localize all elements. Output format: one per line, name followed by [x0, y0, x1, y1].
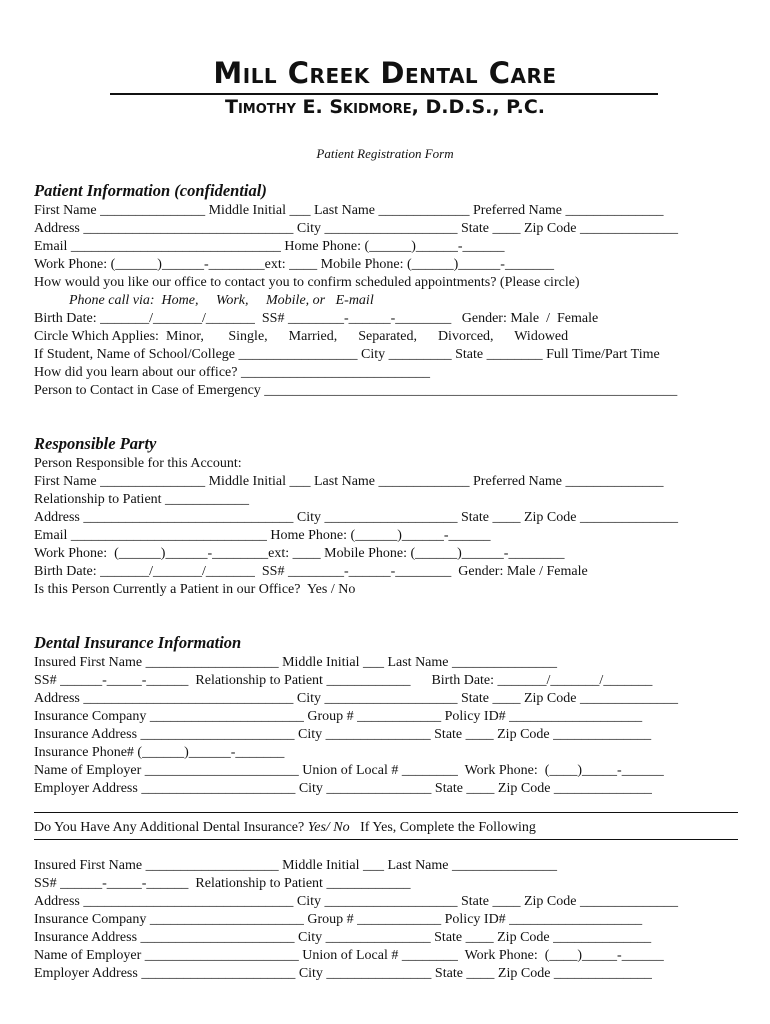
responsible-party-title: Responsible Party — [34, 434, 157, 453]
contact-preference-options[interactable]: Phone call via: Home, Work, Mobile, or E-mail — [34, 293, 374, 308]
employer-address-line[interactable]: Employer Address ______________________ City _______________ State ____ Zip Code ______________ — [34, 781, 652, 796]
additional-insured-ss-line[interactable]: SS# ______-_____-______ Relationship to Patient ____________ — [34, 876, 411, 891]
patient-work-phone-line[interactable]: Work Phone: (______)______-________ext: ____ Mobile Phone: (______)______-_______ — [34, 257, 554, 272]
current-patient-question[interactable]: Is this Person Currently a Patient in our Office? Yes / No — [34, 582, 356, 597]
responsible-email-line[interactable]: Email ____________________________ Home Phone: (______)______-______ — [34, 528, 491, 543]
title-divider — [110, 93, 658, 95]
insured-address-line[interactable]: Address ______________________________ City ___________________ State ____ Zip Code ______________ — [34, 691, 678, 706]
additional-insurance-answer[interactable]: Yes/ No — [307, 820, 350, 835]
patient-address-line[interactable]: Address ______________________________ City ___________________ State ____ Zip Code ______________ — [34, 221, 678, 236]
responsible-address-line[interactable]: Address ______________________________ City ___________________ State ____ Zip Code ______________ — [34, 510, 678, 525]
patient-first-name-line[interactable]: First Name _______________ Middle Initial ___ Last Name _____________ Preferred Name ______________ — [34, 203, 664, 218]
additional-insured-first-name-line[interactable]: Insured First Name ___________________ Middle Initial ___ Last Name _______________ — [34, 858, 557, 873]
additional-insurance-top-rule — [34, 812, 738, 813]
additional-insurance-followup: If Yes, Complete the Following — [360, 820, 536, 835]
referral-source-line[interactable]: How did you learn about our office? ___________________________ — [34, 365, 430, 380]
emergency-contact-line[interactable]: Person to Contact in Case of Emergency ___________________________________________________________ — [34, 383, 678, 398]
practice-name: Mill Creek Dental Care — [213, 56, 557, 90]
responsible-work-phone-line[interactable]: Work Phone: (______)______-________ext: ____ Mobile Phone: (______)______-________ — [34, 546, 565, 561]
additional-insurance-address-line[interactable]: Insurance Address ______________________ City _______________ State ____ Zip Code ______________ — [34, 930, 652, 945]
insurance-phone-line[interactable]: Insurance Phone# (______)______-_______ — [34, 745, 285, 760]
patient-info-title: Patient Information (confidential) — [34, 181, 267, 200]
insurance-title: Dental Insurance Information — [34, 633, 242, 652]
form-name: Patient Registration Form — [316, 146, 454, 161]
student-school-line[interactable]: If Student, Name of School/College _________________ City _________ State ________ Full Time/Part Time — [34, 347, 660, 362]
additional-employer-name-line[interactable]: Name of Employer ______________________ Union of Local # ________ Work Phone: (____)_____-______ — [34, 948, 664, 963]
additional-insurance-company-line[interactable]: Insurance Company ______________________ Group # ____________ Policy ID# ___________________ — [34, 912, 643, 927]
insured-first-name-line[interactable]: Insured First Name ___________________ Middle Initial ___ Last Name _______________ — [34, 655, 557, 670]
insurance-address-line[interactable]: Insurance Address ______________________ City _______________ State ____ Zip Code ______________ — [34, 727, 652, 742]
responsible-person-label: Person Responsible for this Account: — [34, 456, 242, 471]
marital-status-line[interactable]: Circle Which Applies: Minor, Single, Married, Separated, Divorced, Widowed — [34, 329, 569, 344]
insurance-company-line[interactable]: Insurance Company ______________________ Group # ____________ Policy ID# ___________________ — [34, 709, 643, 724]
employer-name-line[interactable]: Name of Employer ______________________ Union of Local # ________ Work Phone: (____)_____-______ — [34, 763, 664, 778]
additional-insurance-label: Do You Have Any Additional Dental Insurance? — [34, 820, 305, 835]
additional-insurance-question[interactable] — [34, 819, 744, 837]
insured-ss-line[interactable]: SS# ______-_____-______ Relationship to Patient ____________ Birth Date: _______/_______/_______ — [34, 673, 653, 688]
responsible-birth-date-line[interactable]: Birth Date: _______/_______/_______ SS# ________-______-________ Gender: Male / Female — [34, 564, 588, 579]
doctor-name: Timothy E. Skidmore, D.D.S., P.C. — [225, 96, 545, 118]
relationship-line[interactable]: Relationship to Patient ____________ — [34, 492, 250, 507]
responsible-first-name-line[interactable]: First Name _______________ Middle Initial ___ Last Name _____________ Preferred Name ______________ — [34, 474, 664, 489]
additional-insurance-bottom-rule — [34, 839, 738, 840]
patient-email-line[interactable]: Email ______________________________ Home Phone: (______)______-______ — [34, 239, 505, 254]
contact-preference-question: How would you like our office to contact you to confirm scheduled appointments? (Please circle) — [34, 275, 580, 290]
additional-insured-address-line[interactable]: Address ______________________________ City ___________________ State ____ Zip Code ______________ — [34, 894, 678, 909]
patient-birth-date-line[interactable]: Birth Date: _______/_______/_______ SS# ________-______-________ Gender: Male / Female — [34, 311, 599, 326]
additional-employer-address-line[interactable]: Employer Address ______________________ City _______________ State ____ Zip Code ______________ — [34, 966, 652, 981]
